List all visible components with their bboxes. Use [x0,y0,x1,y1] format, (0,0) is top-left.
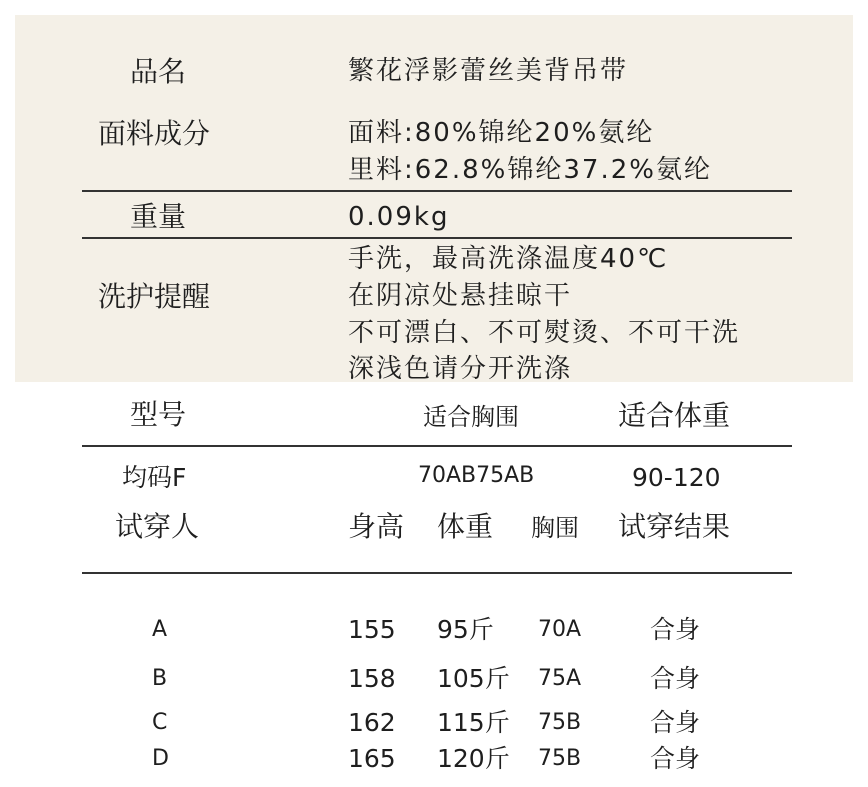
size-header-weight: 适合体重 [618,399,731,432]
trial-header-height: 身高 [348,510,405,543]
trial-result: 合身 [650,615,701,644]
care-line: 在阴凉处悬挂晾干 [348,281,573,311]
weight-label: 重量 [130,200,187,233]
fabric-label: 面料成分 [98,117,211,150]
trial-bust: 75B [538,746,582,771]
trial-height: 165 [348,744,396,773]
trial-weight: 115斤 [437,708,510,737]
trial-height: 155 [348,615,396,644]
divider-line [82,445,792,447]
trial-header-result: 试穿结果 [618,510,731,543]
size-model: 均码F [122,463,187,492]
divider-line [82,572,792,574]
trial-header-bust: 胸围 [531,514,579,542]
trial-person: A [152,617,168,642]
trial-bust: 70A [538,617,582,642]
trial-header-person: 试穿人 [115,510,200,543]
size-weight: 90-120 [632,463,721,492]
care-line: 手洗，最高洗涤温度40℃ [348,244,669,274]
trial-person: C [152,710,168,735]
size-bust: 70AB75AB [418,463,535,488]
trial-person: D [152,746,169,771]
size-header-bust: 适合胸围 [423,403,519,431]
fabric-lining-value: 里料:62.8%锦纶37.2%氨纶 [348,155,712,185]
trial-height: 162 [348,708,396,737]
trial-weight: 105斤 [437,664,510,693]
trial-weight: 120斤 [437,744,510,773]
trial-bust: 75A [538,666,582,691]
trial-height: 158 [348,664,396,693]
name-value: 繁花浮影蕾丝美背吊带 [348,56,629,86]
divider-line [82,237,792,239]
trial-bust: 75B [538,710,582,735]
name-label: 品名 [130,55,187,88]
trial-result: 合身 [650,744,701,773]
care-label: 洗护提醒 [98,280,211,313]
trial-weight: 95斤 [437,615,494,644]
care-line: 不可漂白、不可熨烫、不可干洗 [348,318,741,348]
trial-header-weight: 体重 [437,510,494,543]
weight-value: 0.09kg [348,202,450,232]
trial-result: 合身 [650,708,701,737]
size-header-model: 型号 [130,398,187,431]
trial-result: 合身 [650,664,701,693]
divider-line [82,190,792,192]
care-line: 深浅色请分开洗涤 [348,354,573,384]
trial-person: B [152,666,168,691]
fabric-main-value: 面料:80%锦纶20%氨纶 [348,118,655,148]
